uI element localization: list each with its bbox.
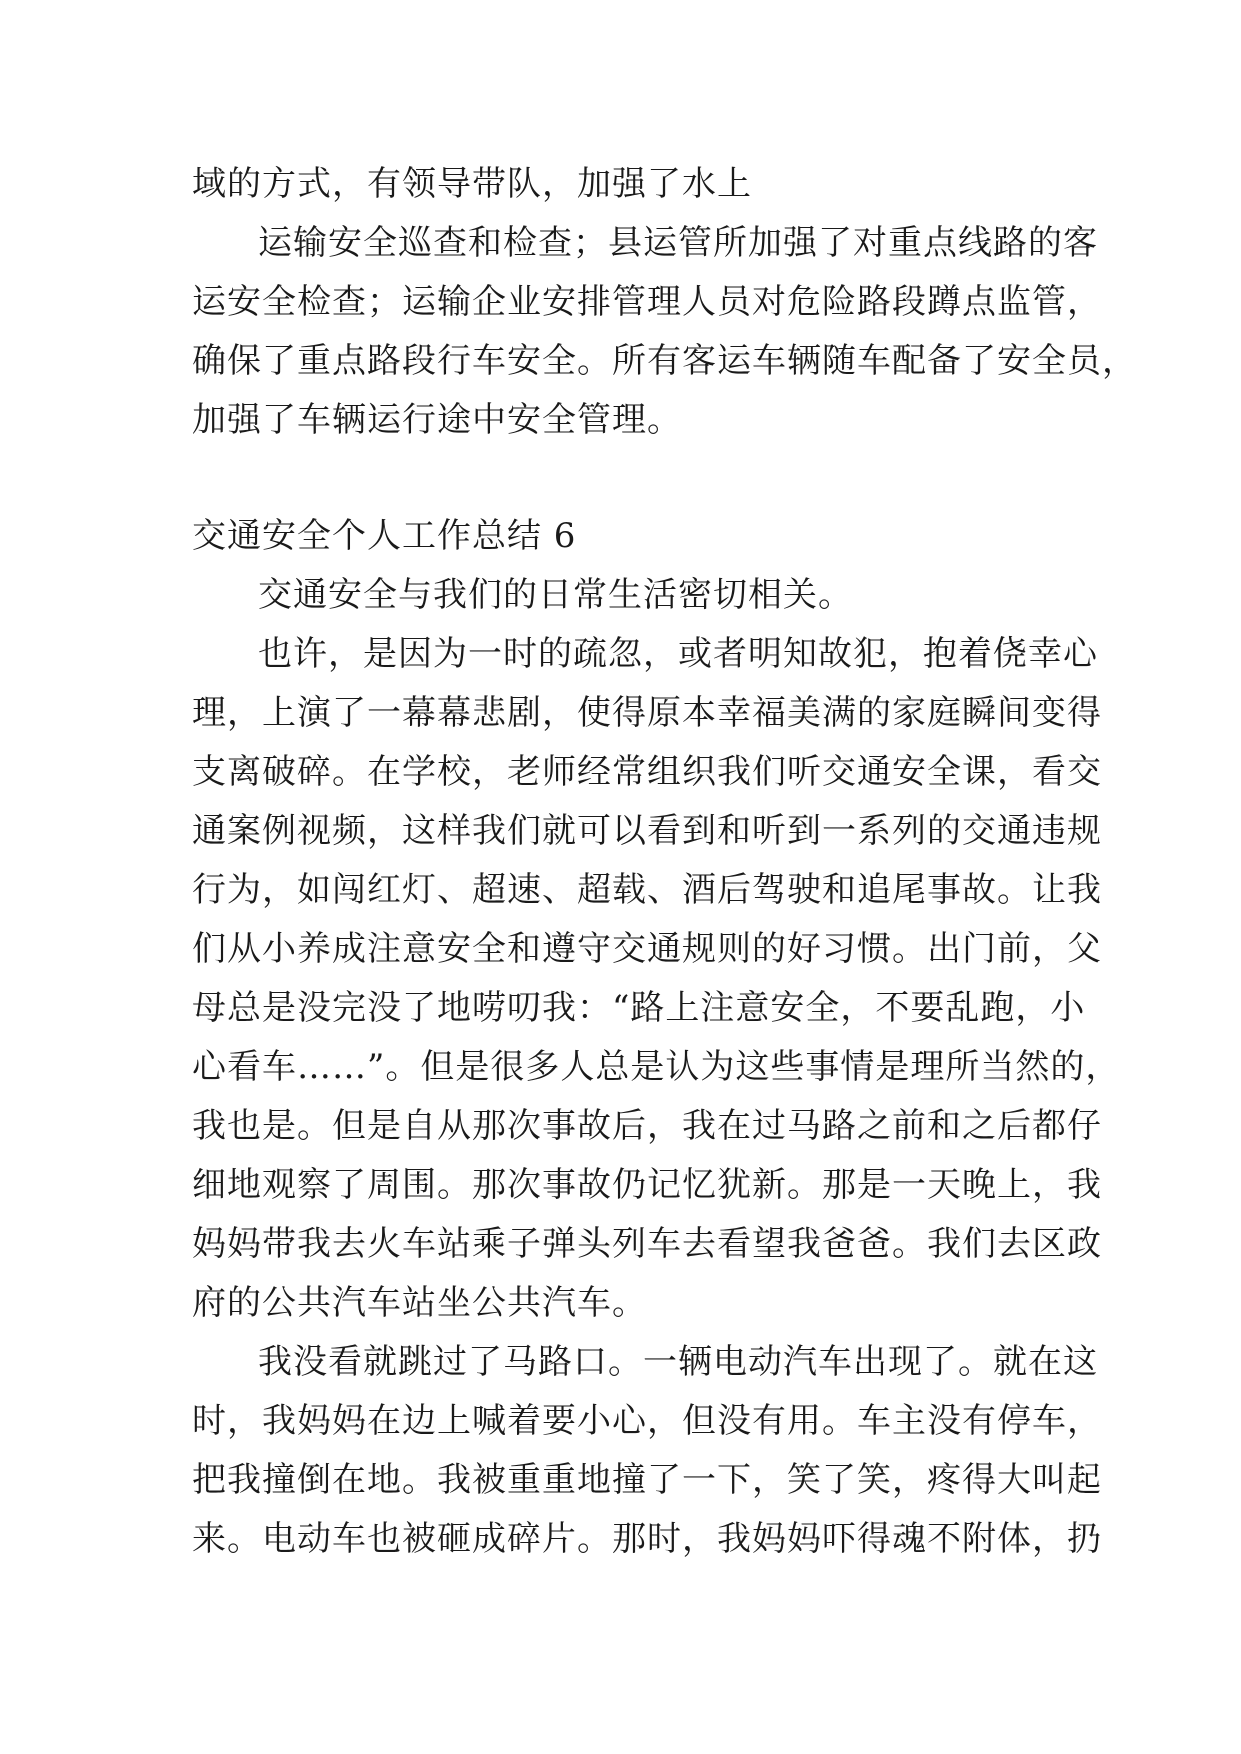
text-line: 把我撞倒在地。我被重重地撞了一下，笑了笑，疼得大叫起: [192, 1460, 1102, 1500]
text-line: 细地观察了周围。那次事故仍记忆犹新。那是一天晚上，我: [192, 1165, 1102, 1205]
text-line: 我也是。但是自从那次事故后，我在过马路之前和之后都仔: [192, 1106, 1102, 1146]
text-line: 心看车……”。但是很多人总是认为这些事情是理所当然的，: [192, 1047, 1121, 1087]
text-line: 通案例视频，这样我们就可以看到和听到一系列的交通违规: [192, 811, 1102, 851]
text-line: 妈妈带我去火车站乘子弹头列车去看望我爸爸。我们去区政: [192, 1224, 1102, 1264]
paragraph-start-line: 运输安全巡查和检查；县运管所加强了对重点线路的客: [258, 223, 1098, 263]
paragraph-start-line: 也许，是因为一时的疏忽，或者明知故犯，抱着侥幸心: [258, 634, 1098, 674]
text-line: 府的公共汽车站坐公共汽车。: [192, 1283, 647, 1323]
paragraph-start-line: 我没看就跳过了马路口。一辆电动汽车出现了。就在这: [258, 1342, 1098, 1382]
text-line: 加强了车辆运行途中安全管理。: [192, 400, 682, 440]
text-line: 理，上演了一幕幕悲剧，使得原本幸福美满的家庭瞬间变得: [192, 693, 1102, 733]
text-line: 来。电动车也被砸成碎片。那时，我妈妈吓得魂不附体，扔: [192, 1519, 1102, 1559]
text-line: 母总是没完没了地唠叨我：“路上注意安全，不要乱跑，小: [192, 988, 1086, 1028]
text-line: 运安全检查；运输企业安排管理人员对危险路段蹲点监管，: [192, 282, 1102, 322]
text-line: 域的方式，有领导带队，加强了水上: [192, 164, 752, 204]
text-line: 支离破碎。在学校，老师经常组织我们听交通安全课，看交: [192, 752, 1102, 792]
section-heading: 交通安全个人工作总结 6: [192, 516, 577, 556]
text-line: 们从小养成注意安全和遵守交通规则的好习惯。出门前，父: [192, 929, 1102, 969]
text-line: 确保了重点路段行车安全。所有客运车辆随车配备了安全员，: [192, 341, 1137, 381]
paragraph-start-line: 交通安全与我们的日常生活密切相关。: [258, 575, 853, 615]
text-line: 时，我妈妈在边上喊着要小心，但没有用。车主没有停车，: [192, 1401, 1102, 1441]
text-line: 行为，如闯红灯、超速、超载、酒后驾驶和追尾事故。让我: [192, 870, 1102, 910]
